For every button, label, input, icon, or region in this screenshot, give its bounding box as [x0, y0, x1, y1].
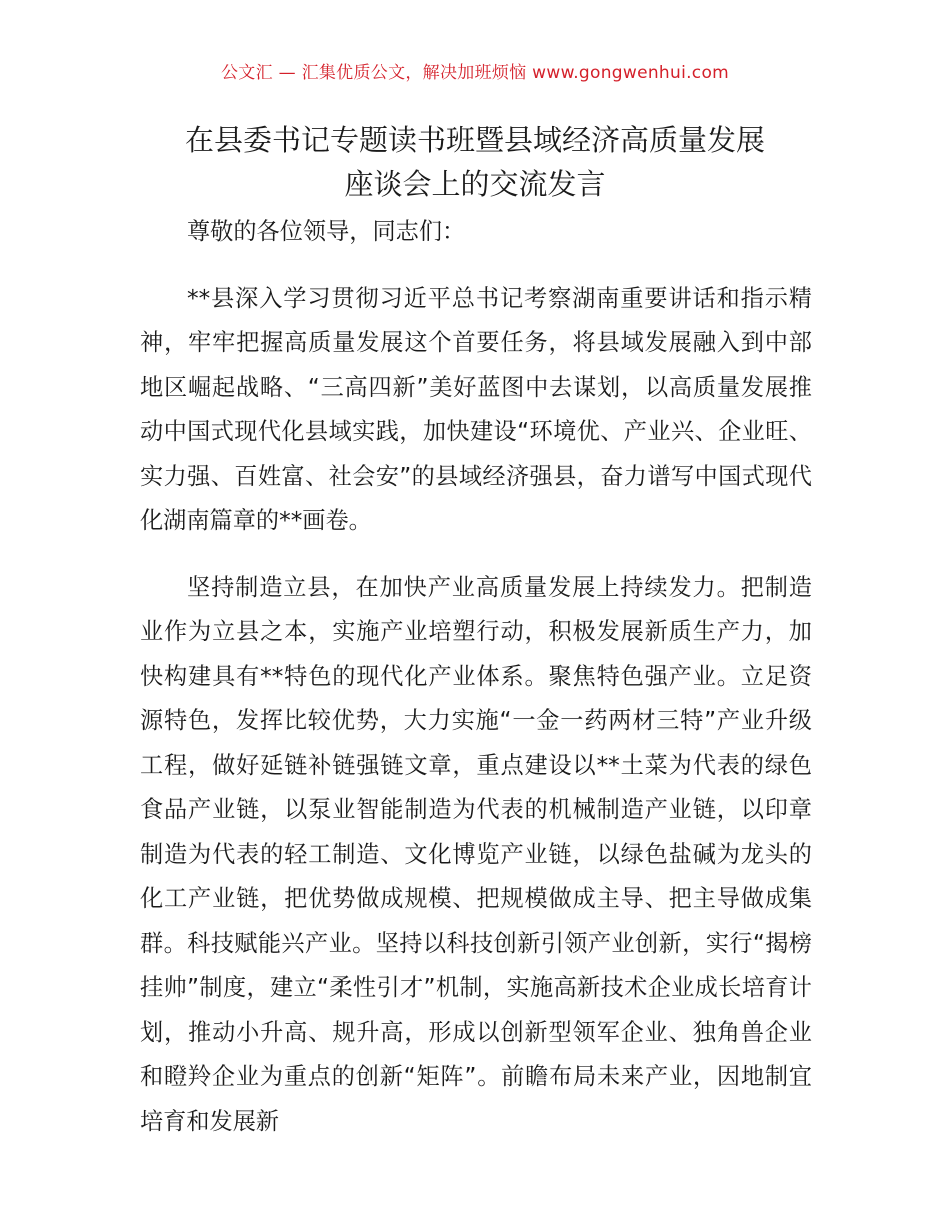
title-line-2: 座谈会上的交流发言 [344, 167, 606, 201]
paragraph: 坚持制造立县，在加快产业高质量发展上持续发力。把制造业作为立县之本，实施产业培塑行动，积极发展新质生产力，加快构建具有**特色的现代化产业体系。聚焦特色强产业。立足资源特色，发挥比较优势，大力实施“一金一药两材三特”产业升级工程，做好延链补链强链文章，重点建设以**土菜为代表的绿色食品产业链，以泵业智能制造为代表的机械制造产业链，以印章制造为代表的轻工制造、文化博览产业链，以绿色盐碱为龙头的化工产业链，把优势做成规模、把规模做成主导、把主导做成集群。科技赋能兴产业。坚持以科技创新引领产业创新，实行“揭榜挂帅”制度，建立“柔性引才”机制，实施高新技术企业成长培育计划，推动小升高、规升高，形成以创新型领军企业、独角兽企业和瞪羚企业为重点的创新“矩阵”。前瞻布局未来产业，因地制宜培育和发展新 [140, 573, 812, 1135]
paragraph: **县深入学习贯彻习近平总书记考察湖南重要讲话和指示精神，牢牢把握高质量发展这个首要任务，将县域发展融入到中部地区崛起战略、“三高四新”美好蓝图中去谋划，以高质量发展推动中国式现代化县域实践，加快建设“环境优、产业兴、企业旺、实力强、百姓富、社会安”的县域经济强县，奋力谱写中国式现代化湖南篇章的**画卷。 [140, 284, 812, 534]
greeting: 尊敬的各位领导，同志们： [187, 218, 466, 245]
title-line-1: 在县委书记专题读书班暨县域经济高质量发展 [184, 123, 765, 157]
document-title [140, 118, 810, 206]
document-body [140, 210, 812, 1166]
site-banner[interactable]: 公文汇 — 汇集优质公文，解决加班烦恼 www.gongwenhui.com [220, 63, 730, 83]
